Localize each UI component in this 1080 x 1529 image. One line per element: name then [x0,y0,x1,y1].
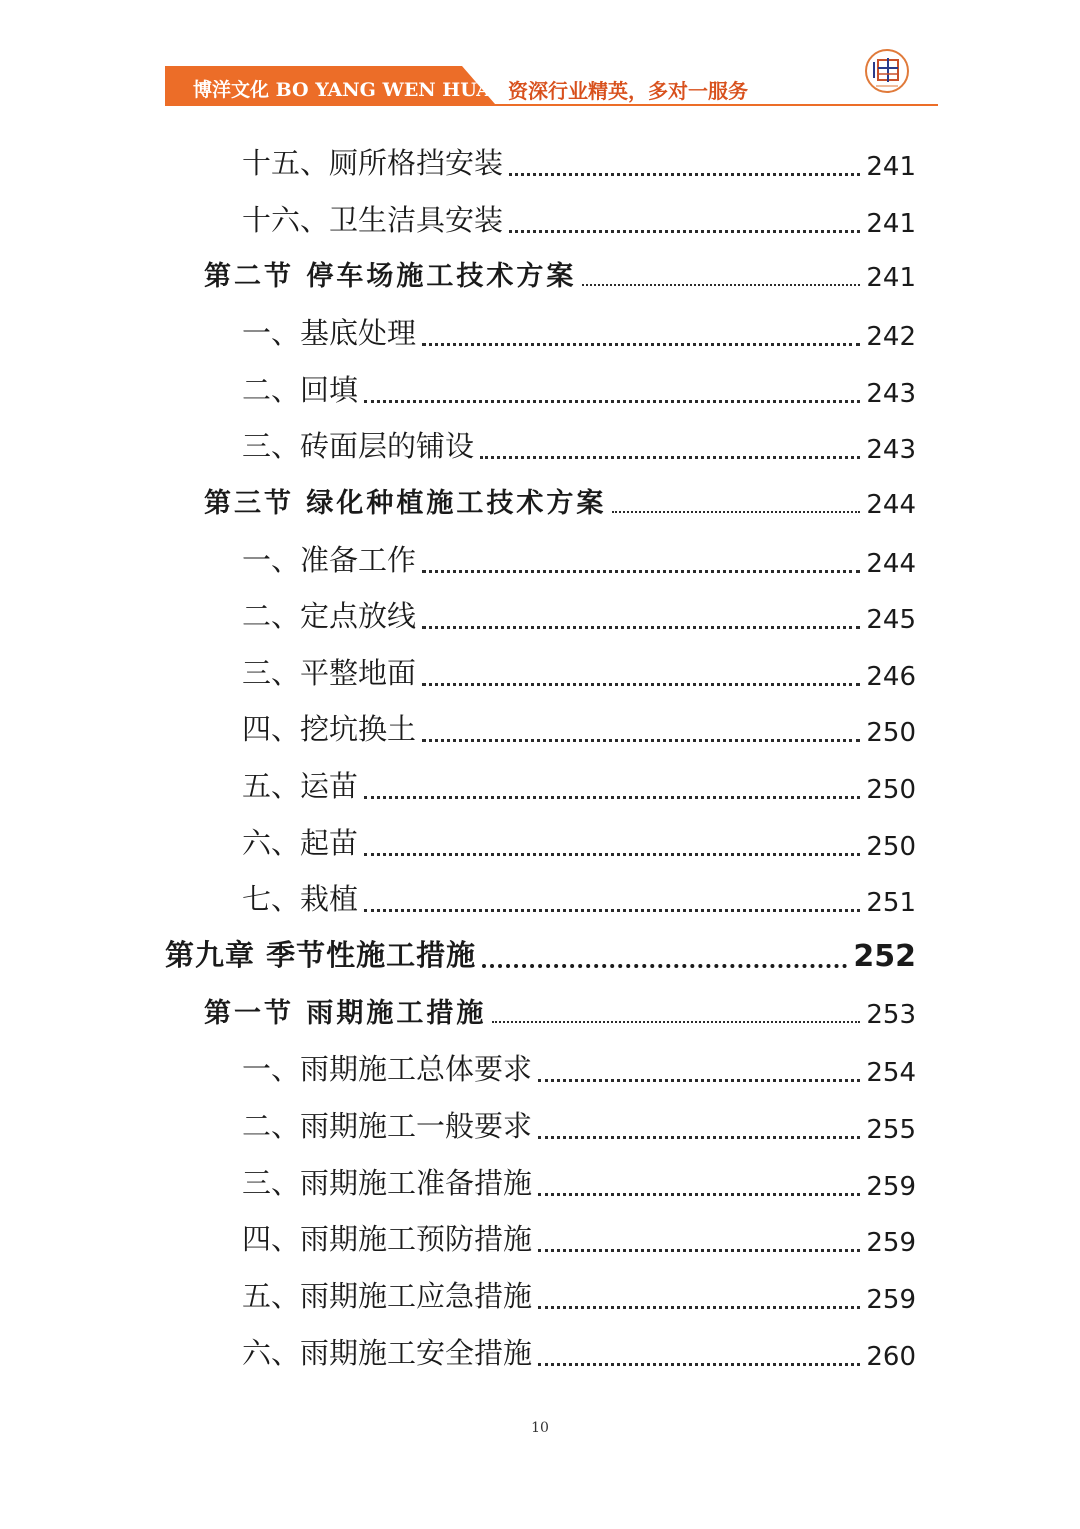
toc-entry-page: 241 [866,263,916,293]
toc-entry[interactable] [242,1103,916,1145]
toc-dot-leader [364,820,860,862]
toc-dot-leader [538,1273,860,1315]
toc-entry-title: 十五、厕所格挡安装 [242,146,504,180]
toc-entry[interactable] [242,593,916,635]
toc-entry-title: 一、雨期施工总体要求 [242,1052,533,1086]
toc-entry-title: 六、起苗 [242,826,359,860]
brand-name: 博洋文化 BO YANG WEN HUA [193,79,491,101]
toc-entry-title: 七、栽植 [242,882,359,916]
toc-dot-leader [422,593,860,635]
toc-entry-title: 四、挖坑换土 [242,712,417,746]
toc-dot-leader [364,763,860,805]
toc-entry[interactable] [242,367,916,409]
page-number: 10 [531,1420,549,1436]
toc-dot-leader [538,1160,860,1202]
toc-dot-leader [538,1046,860,1088]
toc-entry-page: 250 [866,775,916,805]
toc-dot-leader [422,310,860,352]
toc-entry-title: 第九章 季节性施工措施 [165,938,477,972]
toc-entry-page: 242 [866,322,916,352]
toc-entry[interactable] [242,820,916,862]
toc-entry[interactable] [204,253,916,293]
toc-entry-title: 二、定点放线 [242,599,417,633]
toc-entry-title: 十六、卫生洁具安装 [242,203,504,237]
toc-entry-title: 第三节 绿化种植施工技术方案 [204,488,607,519]
toc-entry-title: 三、平整地面 [242,656,417,690]
toc-dot-leader [538,1216,860,1258]
toc-entry-page: 252 [853,939,916,974]
toc-entry-page: 254 [866,1058,916,1088]
toc-entry-page: 250 [866,832,916,862]
toc-entry-title: 三、砖面层的铺设 [242,429,475,463]
toc-entry-page: 260 [866,1342,916,1372]
toc-entry[interactable] [242,763,916,805]
toc-entry-title: 五、雨期施工应急措施 [242,1279,533,1313]
toc-entry[interactable] [242,650,916,692]
toc-entry-page: 243 [866,379,916,409]
toc-entry-title: 六、雨期施工安全措施 [242,1336,533,1370]
toc-dot-leader [538,1103,860,1145]
toc-entry-title: 一、准备工作 [242,543,417,577]
toc-entry[interactable] [242,1273,916,1315]
toc-entry[interactable] [242,140,916,182]
toc-dot-leader [482,930,847,974]
toc-dot-leader [509,140,860,182]
toc-entry-page: 244 [866,490,916,520]
toc-entry-page: 243 [866,435,916,465]
toc-entry-page: 251 [866,888,916,918]
toc-dot-leader [422,706,860,748]
toc-entry-page: 241 [866,209,916,239]
toc-entry-page: 255 [866,1115,916,1145]
toc-entry[interactable] [242,1216,916,1258]
toc-entry-page: 244 [866,549,916,579]
toc-dot-leader [422,537,860,579]
toc-entry-page: 241 [866,152,916,182]
toc-entry-page: 246 [866,662,916,692]
toc-entry[interactable] [242,423,916,465]
toc-entry[interactable] [242,537,916,579]
toc-entry-page: 259 [866,1172,916,1202]
toc-dot-leader [364,367,860,409]
toc-entry-page: 250 [866,718,916,748]
toc-entry-title: 三、雨期施工准备措施 [242,1166,533,1200]
toc-entry-page: 259 [866,1285,916,1315]
toc-entry[interactable] [242,310,916,352]
bo-seal-icon [864,48,910,94]
toc-dot-leader [538,1330,860,1372]
toc-dot-leader [492,990,860,1030]
page-header [0,0,1080,120]
toc-entry[interactable] [242,1330,916,1372]
header-divider [165,104,938,106]
toc-entry-title: 一、基底处理 [242,316,417,350]
toc-entry-page: 245 [866,605,916,635]
toc-entry[interactable] [242,197,916,239]
toc-entry-title: 二、回填 [242,373,359,407]
toc-entry-title: 四、雨期施工预防措施 [242,1222,533,1256]
toc-entry-title: 五、运苗 [242,769,359,803]
toc-dot-leader [422,650,860,692]
header-slogan: 资深行业精英，多对一服务 [508,79,748,103]
toc-entry[interactable] [242,706,916,748]
toc-dot-leader [509,197,860,239]
toc-entry[interactable] [242,876,916,918]
toc-entry[interactable] [204,990,916,1030]
toc-entry-page: 253 [866,1000,916,1030]
toc-entry-page: 259 [866,1228,916,1258]
toc-entry[interactable] [165,930,916,974]
toc-dot-leader [364,876,860,918]
toc-dot-leader [612,480,860,520]
toc-entry[interactable] [242,1160,916,1202]
toc-dot-leader [480,423,860,465]
toc-entry-title: 第二节 停车场施工技术方案 [204,261,577,292]
toc-entry-title: 二、雨期施工一般要求 [242,1109,533,1143]
toc-entry[interactable] [204,480,916,520]
toc-entry[interactable] [242,1046,916,1088]
toc-entry-title: 第一节 雨期施工措施 [204,998,487,1029]
toc-dot-leader [582,253,860,293]
